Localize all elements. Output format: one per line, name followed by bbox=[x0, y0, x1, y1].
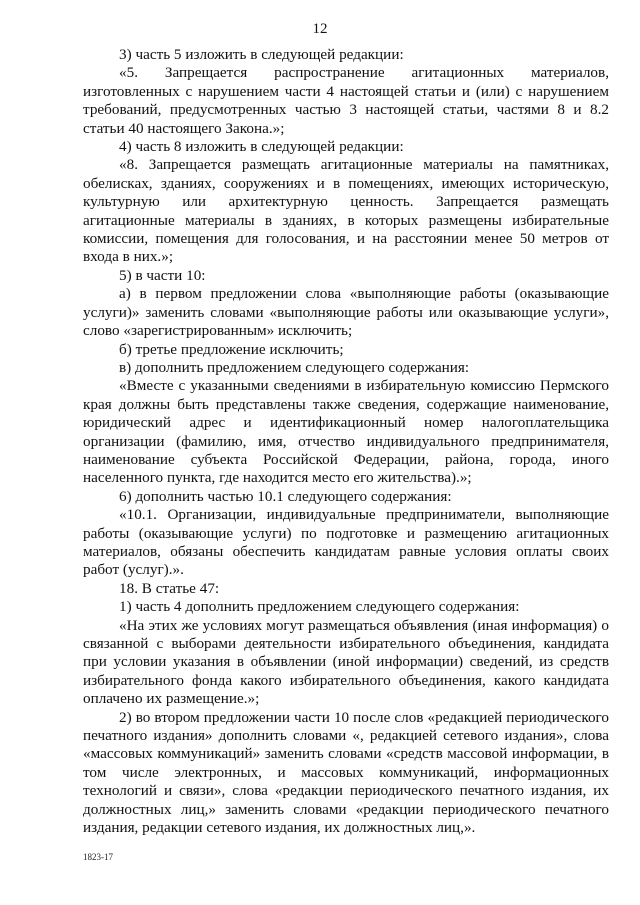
paragraph: 3) часть 5 изложить в следующей редакции: bbox=[119, 46, 404, 63]
paragraph: «На этих же условиях могут размещаться объявления (иная информация) о связанной с выборами деятельности избирательного объединения, кандидата при условии указания в объявлении (иной информации) сведений, из средств избирательного фонда какого избирательного объединения, какого кандидата оплачено их размещение.»; bbox=[83, 616, 609, 708]
paragraph: б) третье предложение исключить; bbox=[119, 340, 344, 358]
paragraph: 5) в части 10: bbox=[119, 266, 206, 284]
paragraph: 1) часть 4 дополнить предложением следующего содержания: bbox=[119, 598, 520, 616]
paragraph: 4) часть 8 изложить в следующей редакции: bbox=[119, 138, 404, 156]
paragraph: 6) дополнить частью 10.1 следующего содержания: bbox=[119, 487, 452, 505]
paragraph: 2) во втором предложении части 10 после слов «редакцией периодического печатного издания» дополнить словами «, редакцией сетевого издания», слова «массовых коммуникаций» заменить словами «средств массовой информации, в том числе электронных, и массовых коммуникаций, информационных технологий и связи», слова «редакции периодического печатного издания, их должностных лиц,» заменить словами «редакции периодического печатного издания, редакции сетевого издания, их должностных лиц,». bbox=[83, 708, 609, 837]
page-number: 12 bbox=[312, 21, 328, 37]
paragraph: «8. Запрещается размещать агитационные материалы на памятниках, обелисках, зданиях, сооружениях и в помещениях, имеющих историческую, культурную или архитектурную ценность. Запрещается размещать агитационные материалы в зданиях, в которых размещены избирательные комиссии, помещения для голосования, и на расстоянии менее 50 метров от входа в них.»; bbox=[83, 156, 609, 266]
paragraph: «Вместе с указанными сведениями в избирательную комиссию Пермского края должны быть представлены также сведения, содержащие наименование, юридический адрес и идентификационный номер налогоплательщика организации (фамилию, имя, отчество индивидуального предпринимателя, наименование субъекта Российской Федерации, района, города, иного населенного пункта, где находится место его жительства).»; bbox=[83, 377, 609, 487]
paragraph: «10.1. Организации, индивидуальные предприниматели, выполняющие работы (оказывающие услуги) по подготовке и размещению агитационных материалов, обязаны обеспечить кандидатам равные условия оплаты своих работ (услуг).». bbox=[83, 506, 609, 579]
paragraph: а) в первом предложении слова «выполняющие работы (оказывающие услуги)» заменить словами «выполняющие работы или оказывающие услуги», слово «зарегистрированным» исключить; bbox=[83, 285, 609, 340]
paragraph: в) дополнить предложением следующего содержания: bbox=[119, 358, 470, 376]
document-body bbox=[83, 46, 609, 837]
paragraph: «5. Запрещается распространение агитационных материалов, изготовленных с нарушением части 4 настоящей статьи и (или) с нарушением требований, предусмотренных частью 3 настоящей статьи, частями 8 и 8.2 статьи 40 настоящего Закона.»; bbox=[83, 64, 609, 137]
paragraph: 18. В статье 47: bbox=[119, 579, 220, 597]
document-code: 1823-17 bbox=[83, 852, 113, 862]
